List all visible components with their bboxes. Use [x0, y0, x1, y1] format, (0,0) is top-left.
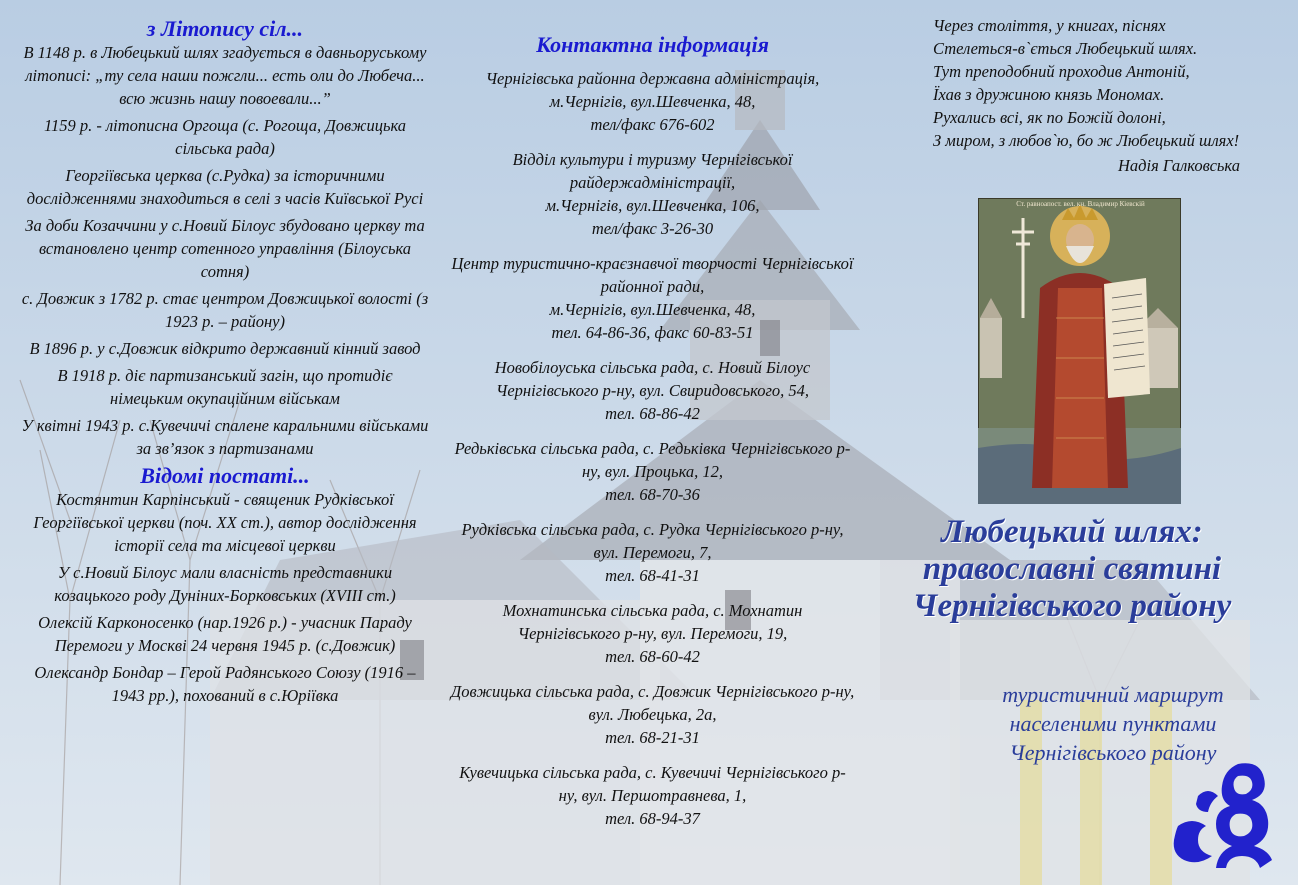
- contact-entry: Мохнатинська сільська рада, с. Мохнатин Чернігівського р-ну, вул. Перемоги, 19, тел. 68-60-42: [502, 601, 803, 666]
- saint-icon-image: [978, 198, 1181, 504]
- title-line: Любецький шлях:: [941, 514, 1203, 550]
- contact-entry: Відділ культури і туризму Чернігівської райдержадміністрації, м.Чернігів, вул.Шевченка, 106, тел/факс 3-26-30: [512, 150, 793, 238]
- contact-entry: Рудківська сільська рада, с. Рудка Чернігівського р-ну, вул. Перемоги, 7, тел. 68-41-31: [461, 520, 844, 585]
- cover-column: [900, 0, 1280, 176]
- history-item: В 1896 р. у с.Довжик відкрито державний кінний завод: [29, 339, 421, 358]
- history-item: Георгіївська церква (с.Рудка) за історичними дослідженнями знаходиться в селі з часів Київської Русі: [26, 166, 424, 208]
- subtitle-line: туристичний маршрут: [1002, 682, 1224, 707]
- ornament-logo-icon: [1168, 756, 1288, 876]
- contact-entry: Центр туристично-краєзнавчої творчості Чернігівської районної ради, м.Чернігів, вул.Шевченка, 48, тел. 64-86-36, факс 60-83-51: [451, 254, 854, 342]
- people-heading: Відомі постаті...: [140, 463, 310, 488]
- contact-entry: Чернігівська районна державна адміністрація, м.Чернігів, вул.Шевченка, 48, тел/факс 676-602: [485, 69, 820, 134]
- history-item: У квітні 1943 р. с.Кувечичі спалене каральними військами за зв’язок з партизанами: [21, 416, 429, 458]
- people-item: Олексій Карконосенко (нар.1926 р.) - учасник Параду Перемоги у Москві 24 червня 1945 р. (с.Довжик): [38, 613, 412, 655]
- history-item: 1159 р. - літописна Оргоща (с. Рогоща, Довжицька сільська рада): [43, 116, 407, 158]
- history-column: [20, 0, 430, 711]
- brochure-title: [872, 514, 1272, 625]
- icon-caption: Ст. равноапост. вел. кн. Владимир Кіевскій: [1016, 200, 1145, 208]
- people-item: Костянтин Карпінський - священик Рудківської Георгіївської церкви (поч. ХХ ст.), автор дослідження історії села та місцевої церкви: [33, 490, 417, 555]
- poem: Через століття, у книгах, піснях Стелеться-в`ється Любецький шлях. Тут преподобний проходив Антоній, Їхав з дружиною князь Мономах. Рухались всі, як по Божій долоні, З миром, з любов`ю, бо ж Любецький шлях!: [933, 16, 1240, 150]
- title-line: Чернігівського району: [912, 588, 1232, 624]
- contact-entry: Кувечицька сільська рада, с. Кувечичі Чернігівського р-ну, вул. Першотравнева, 1, тел. 68-94-37: [459, 763, 846, 828]
- history-item: За доби Козаччини у с.Новий Білоус збудовано церкву та встановлено центр сотенного управління (Білоуська сотня): [25, 216, 425, 281]
- contacts-column: [450, 0, 855, 842]
- contacts-heading: Контактна інформація: [536, 32, 769, 57]
- contact-entry: Редьківська сільська рада, с. Редьківка Чернігівського р-ну, вул. Процька, 12, тел. 68-70-36: [454, 439, 851, 504]
- brochure-subtitle: [968, 680, 1258, 767]
- history-item: с. Довжик з 1782 р. стає центром Довжицької волості (з 1923 р. – району): [21, 289, 429, 331]
- people-item: Олександр Бондар – Герой Радянського Союзу (1916 – 1943 рр.), похований в с.Юріївка: [34, 663, 416, 705]
- title-line: православні святині: [922, 551, 1222, 587]
- contact-entry: Довжицька сільська рада, с. Довжик Чернігівського р-ну, вул. Любецька, 2а, тел. 68-21-31: [450, 682, 855, 747]
- contact-entry: Новобілоуська сільська рада, с. Новий Білоус Чернігівського р-ну, вул. Свиридовського, 54, тел. 68-86-42: [494, 358, 811, 423]
- history-item: В 1918 р. діє партизанський загін, що протидіє німецьким окупаційним військам: [57, 366, 393, 408]
- people-item: У с.Новий Білоус мали власність представники козацького роду Дуніних-Борковських (XVIII ст.): [54, 563, 396, 605]
- poem-author: Надія Галковська: [1118, 156, 1240, 175]
- subtitle-line: населеними пунктами: [1009, 711, 1217, 736]
- history-heading: з Літопису сіл...: [146, 16, 304, 41]
- subtitle-line: Чернігівського району: [1009, 740, 1217, 765]
- history-item: В 1148 р. в Любецький шлях згадується в давньоруському літописі: „ту села наши пожгли... есть оли до Любеча... всю жизнь нашу повоевали...”: [23, 43, 427, 108]
